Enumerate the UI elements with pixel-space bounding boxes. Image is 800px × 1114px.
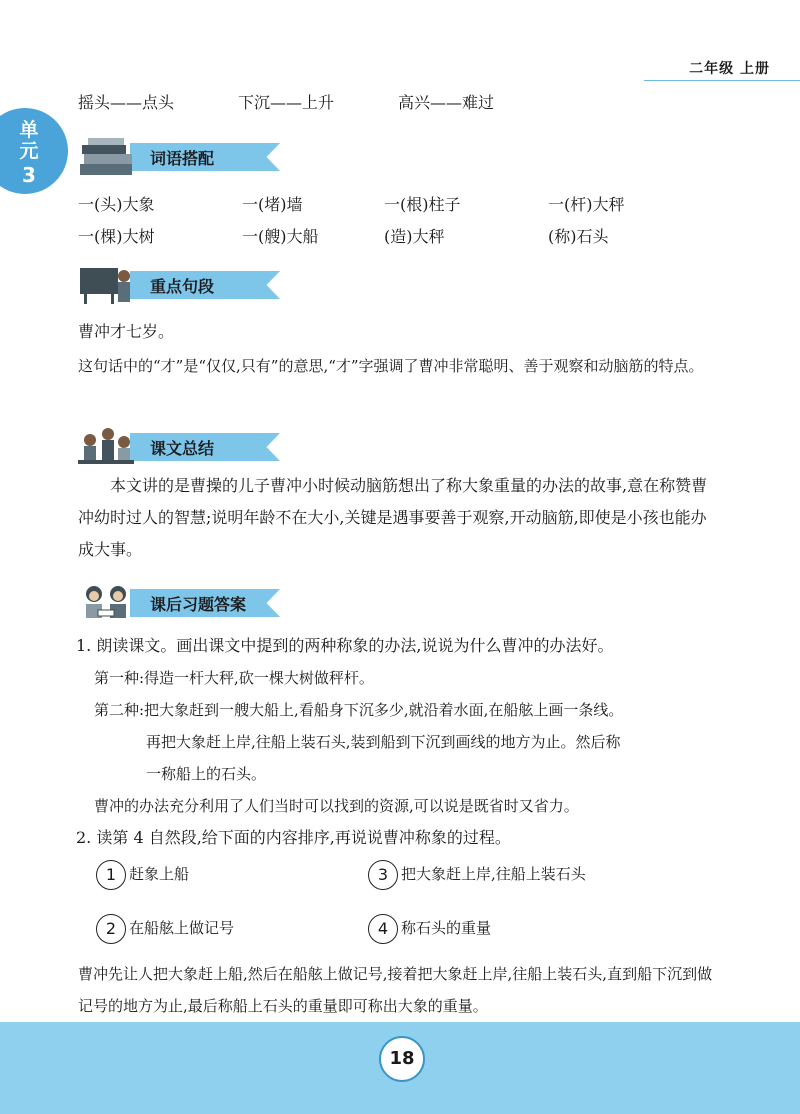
children-reading-icon	[78, 582, 140, 624]
section-title: 课后习题答案	[150, 595, 247, 614]
students-icon	[78, 426, 140, 468]
collocation-item: (称)石头	[548, 227, 609, 246]
key-sentence-explanation: 这句话中的“才”是“仅仅,只有”的意思,“才”字强调了曹冲非常聪明、善于观察和动脑筋的特点。	[78, 357, 704, 375]
order-text: 把大象赶上岸,往船上装石头	[401, 865, 586, 883]
order-text: 赶象上船	[129, 865, 190, 883]
antonym-pair: 高兴——难过	[398, 93, 495, 112]
order-number: 3	[368, 860, 398, 890]
page-number: 18	[379, 1036, 425, 1082]
q1-question: 1. 朗读课文。画出课文中提到的两种称象的办法,说说为什么曹冲的办法好。	[76, 636, 614, 655]
collocation-item: 一(艘)大船	[242, 227, 319, 246]
q1-method-2-cont: 一称船上的石头。	[146, 765, 267, 783]
q2-answer: 曹冲先让人把大象赶上船,然后在船舷上做记号,接着把大象赶上岸,往船上装石头,直到船下沉到做记号的地方为止,最后称船上石头的重量即可称出大象的重量。	[78, 965, 713, 1015]
order-number: 1	[96, 860, 126, 890]
order-item	[368, 914, 491, 944]
order-text: 称石头的重量	[401, 919, 492, 937]
order-number: 4	[368, 914, 398, 944]
section-title: 课文总结	[150, 439, 215, 458]
section-header-summary	[78, 426, 288, 468]
section-header-exercises	[78, 582, 288, 624]
antonym-row	[78, 90, 558, 113]
unit-badge-word: 单元	[19, 119, 39, 162]
unit-badge	[0, 108, 68, 194]
order-text: 在船舷上做记号	[129, 919, 235, 937]
antonym-pair: 摇头——点头	[78, 93, 175, 112]
antonym-pair: 下沉——上升	[238, 93, 335, 112]
summary-text: 本文讲的是曹操的儿子曹冲小时候动脑筋想出了称大象重量的办法的故事,意在称赞曹冲幼时过人的智慧;说明年龄不在大小,关键是遇事要善于观察,开动脑筋,即使是小孩也能办成大事。	[78, 476, 708, 559]
collocation-item: 一(根)柱子	[384, 195, 461, 214]
q1-method-2-cont: 再把大象赶上岸,往船上装石头,装到船到下沉到画线的地方为止。然后称	[146, 733, 621, 751]
collocation-item: 一(杆)大秤	[548, 195, 625, 214]
order-item	[96, 914, 234, 944]
collocation-item: (造)大秤	[384, 227, 445, 246]
collocation-item: 一(堵)墙	[242, 195, 303, 214]
q1-method-2: 第二种:把大象赶到一艘大船上,看船身下沉多少,就沿着水面,在船舷上画一条线。	[94, 701, 624, 719]
collocation-item: 一(棵)大树	[78, 227, 155, 246]
section-header-key-sentence	[78, 264, 288, 306]
books-icon	[78, 136, 140, 178]
q2-question: 2. 读第 4 自然段,给下面的内容排序,再说说曹冲称象的过程。	[76, 828, 511, 847]
order-number: 2	[96, 914, 126, 944]
key-sentence: 曹冲才七岁。	[78, 322, 175, 341]
collocation-item: 一(头)大象	[78, 195, 155, 214]
section-header-collocation	[78, 136, 288, 178]
section-title: 词语搭配	[150, 149, 215, 168]
grade-label: 二年级 上册	[689, 61, 770, 77]
header-rule	[644, 80, 800, 81]
order-item	[96, 860, 189, 890]
section-title: 重点句段	[150, 277, 215, 296]
q1-answer: 曹冲的办法充分利用了人们当时可以找到的资源,可以说是既省时又省力。	[94, 797, 579, 815]
teacher-blackboard-icon	[78, 264, 140, 306]
q1-method-1: 第一种:得造一杆大秤,砍一棵大树做秤杆。	[94, 669, 374, 687]
order-item	[368, 860, 586, 890]
unit-badge-number: 3	[22, 163, 36, 187]
